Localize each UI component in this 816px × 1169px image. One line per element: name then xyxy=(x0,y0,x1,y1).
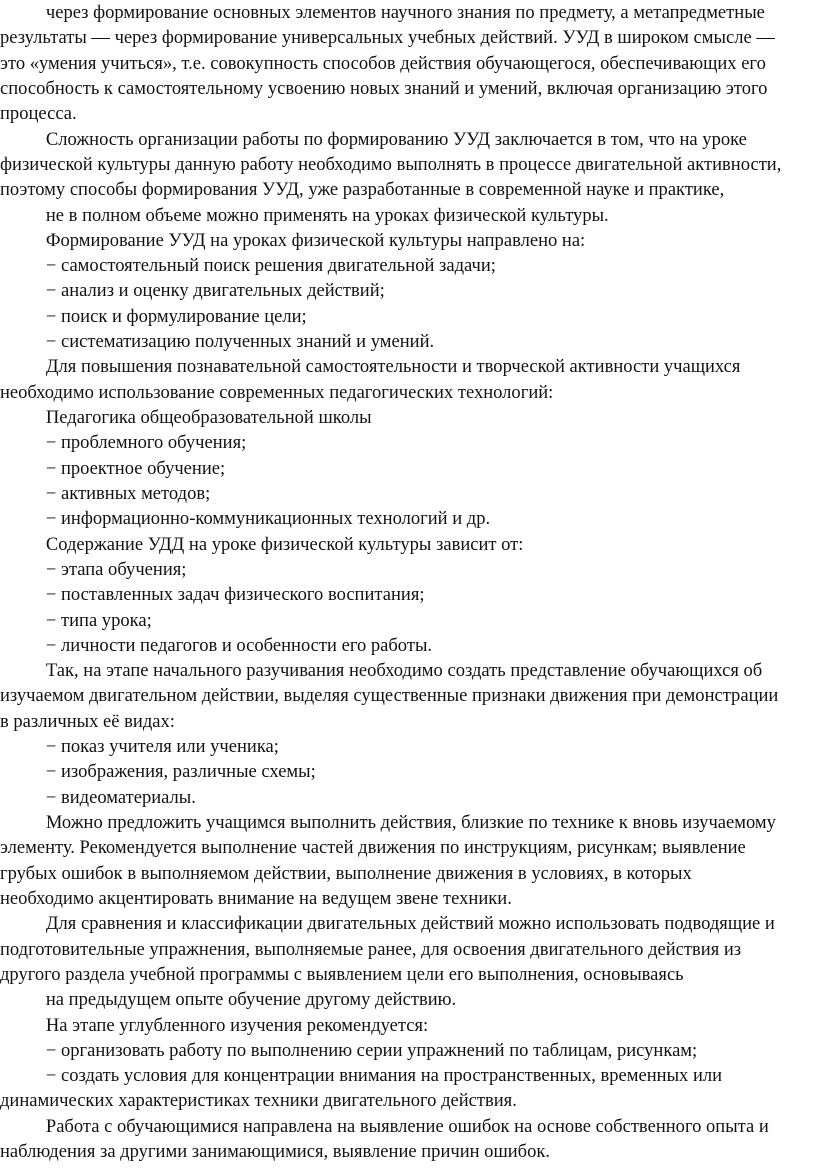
text-line: Можно предложить учащимся выполнить действия, близкие по технике к вновь изучаемому xyxy=(45,812,776,833)
text-line: − видеоматериалы. xyxy=(45,786,196,808)
text-line: − показ учителя или ученика; xyxy=(45,736,279,758)
text-line: − самостоятельный поиск решения двигательной задачи; xyxy=(45,255,496,277)
text-line: На этапе углубленного изучения рекомендуется: xyxy=(45,1014,429,1036)
text-line: поэтому способы формирования УУД, уже разработанные в современной науке и практике, xyxy=(0,179,725,201)
text-line: Для сравнения и классификации двигательных действий можно использовать подводящие и xyxy=(45,913,775,935)
text-line: Сложность организации работы по формированию УУД заключается в том, что на уроке xyxy=(45,128,747,150)
text-line: изучаемом двигательном действии, выделяя существенные признаки движения при демонстрации xyxy=(0,685,779,707)
text-line: не в полном объеме можно применять на уроках физической культуры. xyxy=(45,204,609,226)
text-line: − изображения, различные схемы; xyxy=(45,761,316,783)
text-line: Педагогика общеобразовательной школы xyxy=(45,407,372,428)
text-line: − активных методов; xyxy=(45,482,211,504)
text-line: − проблемного обучения; xyxy=(45,432,247,454)
text-line: необходимо акцентировать внимание на ведущем звене техники. xyxy=(0,887,512,909)
text-line: другого раздела учебной программы с выявлением цели его выполнения, основываясь xyxy=(0,963,684,985)
text-line: − систематизацию полученных знаний и умений. xyxy=(45,331,435,353)
text-line: наблюдения за другими занимающимися, выявление причин ошибок. xyxy=(0,1141,551,1163)
text-line: Так, на этапе начального разучивания необходимо создать представление обучающихся об xyxy=(45,660,763,682)
text-line: Работа с обучающимися направлена на выявление ошибок на основе собственного опыта и xyxy=(45,1115,769,1137)
text-line: − проектное обучение; xyxy=(45,457,226,479)
text-line: в различных её видах: xyxy=(0,710,175,732)
text-line: − личности педагогов и особенности его работы. xyxy=(45,634,433,656)
text-line: элементу. Рекомендуется выполнение частей движения по инструкциям, рисункам; выявление xyxy=(0,837,746,859)
text-line: − типа урока; xyxy=(45,609,152,631)
text-line: на предыдущем опыте обучение другому действию. xyxy=(45,989,457,1011)
text-line: необходимо использование современных педагогических технологий: xyxy=(0,381,554,403)
text-line: − информационно-коммуникационных технологий и др. xyxy=(45,508,491,530)
text-line: − организовать работу по выполнению серии упражнений по таблицам, рисункам; xyxy=(45,1039,698,1061)
text-line: − создать условия для концентрации внимания на пространственных, временных или xyxy=(45,1065,723,1087)
text-line: − этапа обучения; xyxy=(45,558,187,580)
text-line: − поиск и формулирование цели; xyxy=(45,305,307,327)
text-line: процесса. xyxy=(0,103,77,125)
text-line: через формирование основных элементов научного знания по предмету, а метапредметные xyxy=(45,2,765,23)
text-line: результаты — через формирование универсальных учебных действий. УУД в широком смысле — xyxy=(0,27,775,49)
text-line: физической культуры данную работу необходимо выполнять в процессе двигательной активности, xyxy=(0,153,782,175)
text-line: − анализ и оценку двигательных действий; xyxy=(45,280,385,302)
text-line: это «умения учиться», т.е. совокупность способов действия обучающегося, обеспечивающих его xyxy=(0,52,766,74)
text-line: Для повышения познавательной самостоятельности и творческой активности учащихся xyxy=(45,356,741,378)
text-line: динамических характеристиках техники двигательного действия. xyxy=(0,1090,517,1112)
text-line: подготовительные упражнения, выполняемые ранее, для освоения двигательного действия из xyxy=(0,938,742,960)
text-line: грубых ошибок в выполняемом действии, выполнение движения в условиях, в которых xyxy=(0,862,692,884)
text-line: Содержание УДД на уроке физической культуры зависит от: xyxy=(45,533,524,555)
text-line: Формирование УУД на уроках физической культуры направлено на: xyxy=(45,229,586,251)
text-line: − поставленных задач физического воспитания; xyxy=(45,584,425,606)
text-line: способность к самостоятельному усвоению новых знаний и умений, включая организацию этого xyxy=(0,77,768,99)
